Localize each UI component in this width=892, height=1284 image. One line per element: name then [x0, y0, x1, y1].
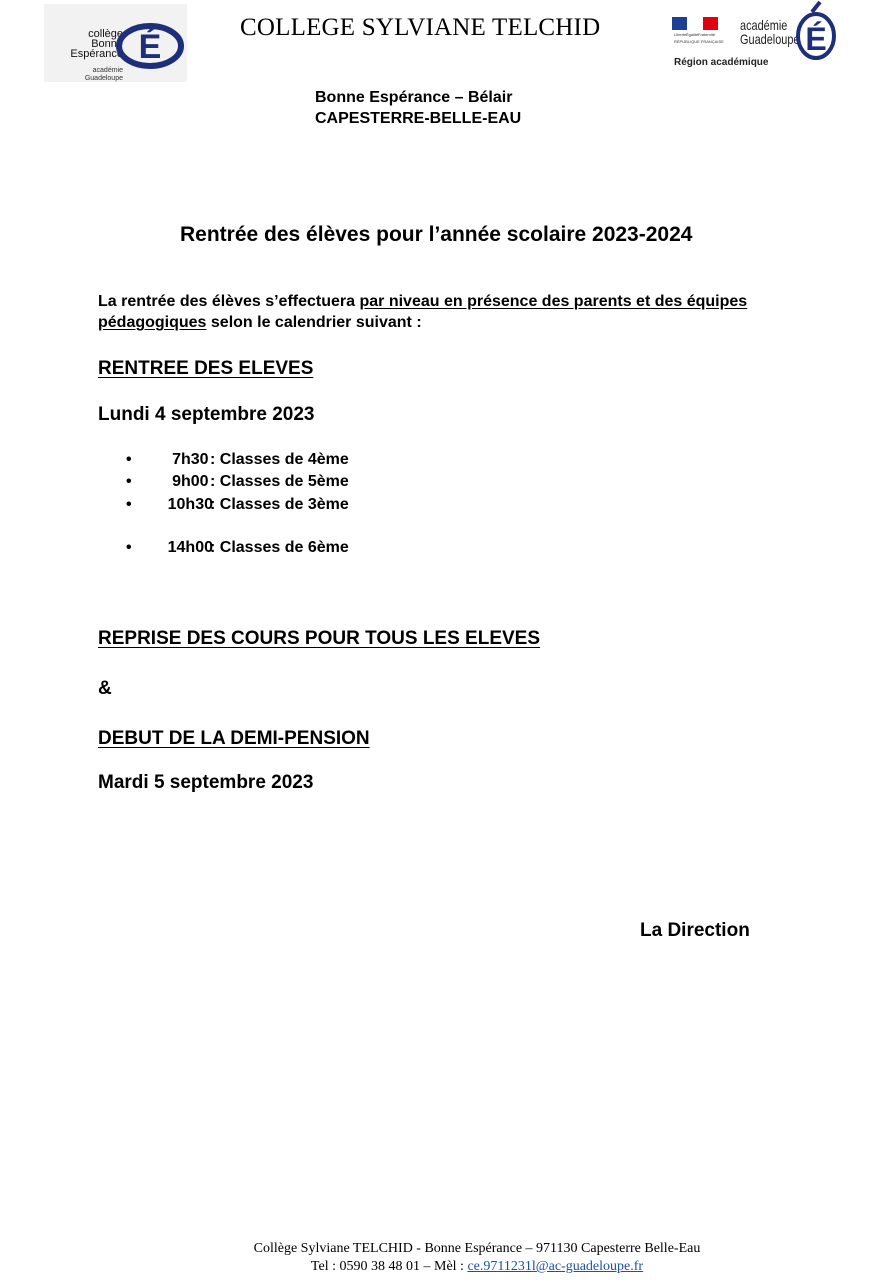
address-line-2: CAPESTERRE-BELLE-EAU [315, 110, 522, 127]
footer-email-link[interactable]: ce.9711231l@ac-guadeloupe.fr [467, 1259, 644, 1274]
bullet: • [126, 496, 132, 513]
academie-text: Guadeloupe [740, 31, 800, 47]
bullet: • [126, 451, 132, 468]
academie-text: académie [740, 17, 788, 33]
logo-sub-line: académie [92, 67, 123, 74]
french-flag-icon [672, 17, 718, 30]
schedule-class: : Classes de 4ème [210, 451, 349, 468]
reprise-date: Mardi 5 septembre 2023 [98, 772, 314, 793]
bullet: • [126, 539, 132, 556]
section-heading-reprise: REPRISE DES COURS POUR TOUS LES ELEVES [98, 628, 541, 649]
ampersand: & [98, 678, 112, 699]
schedule-time: 10h30 [167, 496, 213, 513]
schedule-class: : Classes de 3ème [210, 496, 349, 513]
schedule-class: : Classes de 5ème [210, 473, 349, 490]
bullet: • [126, 473, 132, 490]
intro-paragraph [98, 291, 858, 333]
section-heading-demi-pension: DEBUT DE LA DEMI-PENSION [98, 728, 370, 749]
document-title: Rentrée des élèves pour l’année scolaire 2023-2024 [180, 223, 693, 246]
schedule-class: : Classes de 6ème [210, 539, 349, 556]
logo-motto: Égalité [686, 32, 699, 37]
e-accent-emblem-icon [794, 0, 838, 62]
intro-underlined-text: par niveau en présence des parents et des équipes pédagogiques [98, 293, 748, 331]
schedule-time: 7h30 [172, 451, 213, 468]
intro-text: selon le calendrier suivant : [206, 314, 422, 331]
logo-text-line: collège [88, 28, 123, 40]
rentree-date: Lundi 4 septembre 2023 [98, 404, 315, 425]
academie-guadeloupe-logo [740, 0, 840, 62]
college-logo [44, 4, 187, 82]
logo-text-line: Bonne [91, 38, 123, 50]
address-line-1: Bonne Espérance – Bélair [315, 89, 513, 106]
signature: La Direction [640, 920, 750, 941]
school-name-title: COLLEGE SYLVIANE TELCHID [240, 14, 601, 41]
section-heading-rentree: RENTREE DES ELEVES [98, 358, 314, 379]
svg-text:É: É [138, 28, 162, 66]
region-academique-label: Région académique [674, 57, 769, 68]
footer-address: Collège Sylviane TELCHID - Bonne Espérance – 971130 Capesterre Belle-Eau [253, 1241, 701, 1256]
schedule-time: 14h00 [167, 539, 213, 556]
svg-text:É: É [805, 21, 827, 57]
footer-tel: Tel : 0590 38 48 01 – Mèl : [310, 1259, 468, 1274]
footer-contact [0, 1259, 892, 1275]
schedule-time: 9h00 [172, 473, 213, 490]
logo-motto: Fraternité [698, 32, 716, 37]
logo-text-line: Espérance [70, 48, 123, 60]
e-accent-emblem-icon [114, 10, 184, 72]
intro-text: La rentrée des élèves s’effectuera [98, 293, 360, 310]
logo-motto: Liberté [674, 32, 687, 37]
logo-sub-line: Guadeloupe [84, 75, 123, 82]
logo-republique: RÉPUBLIQUE FRANÇAISE [674, 39, 724, 44]
